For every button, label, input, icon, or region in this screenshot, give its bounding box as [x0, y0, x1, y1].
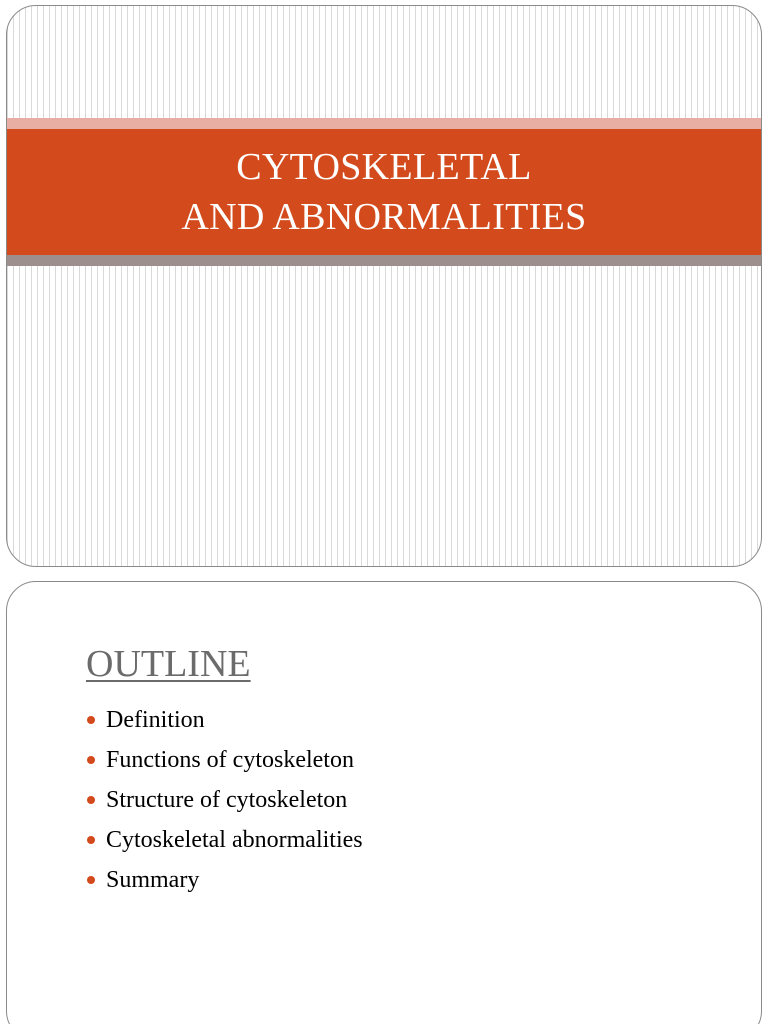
- slide-title-line-1: CYTOSKELETAL: [236, 146, 532, 188]
- bullet-dot-icon: [87, 876, 95, 884]
- list-item: [87, 700, 363, 740]
- list-item: [87, 740, 363, 780]
- outline-heading: OUTLINE: [86, 643, 251, 685]
- bullet-dot-icon: [87, 796, 95, 804]
- list-item-label: Structure of cytoskeleton: [106, 786, 348, 813]
- list-item: [87, 860, 363, 900]
- list-item-label: Cytoskeletal abnormalities: [106, 826, 363, 853]
- list-item-label: Definition: [106, 706, 205, 733]
- outline-slide: [6, 581, 762, 1024]
- bullet-dot-icon: [87, 836, 95, 844]
- list-item: [87, 780, 363, 820]
- bullet-dot-icon: [87, 756, 95, 764]
- title-slide: [6, 5, 762, 567]
- outline-list: [87, 700, 363, 900]
- title-band-top-stripe: [7, 118, 761, 129]
- list-item-label: Summary: [106, 866, 200, 893]
- list-item: [87, 820, 363, 860]
- title-band-bottom-stripe: [7, 255, 761, 266]
- list-item-label: Functions of cytoskeleton: [106, 746, 354, 773]
- slide-title-line-2: AND ABNORMALITIES: [181, 196, 587, 238]
- title-band: [7, 129, 761, 255]
- bullet-dot-icon: [87, 716, 95, 724]
